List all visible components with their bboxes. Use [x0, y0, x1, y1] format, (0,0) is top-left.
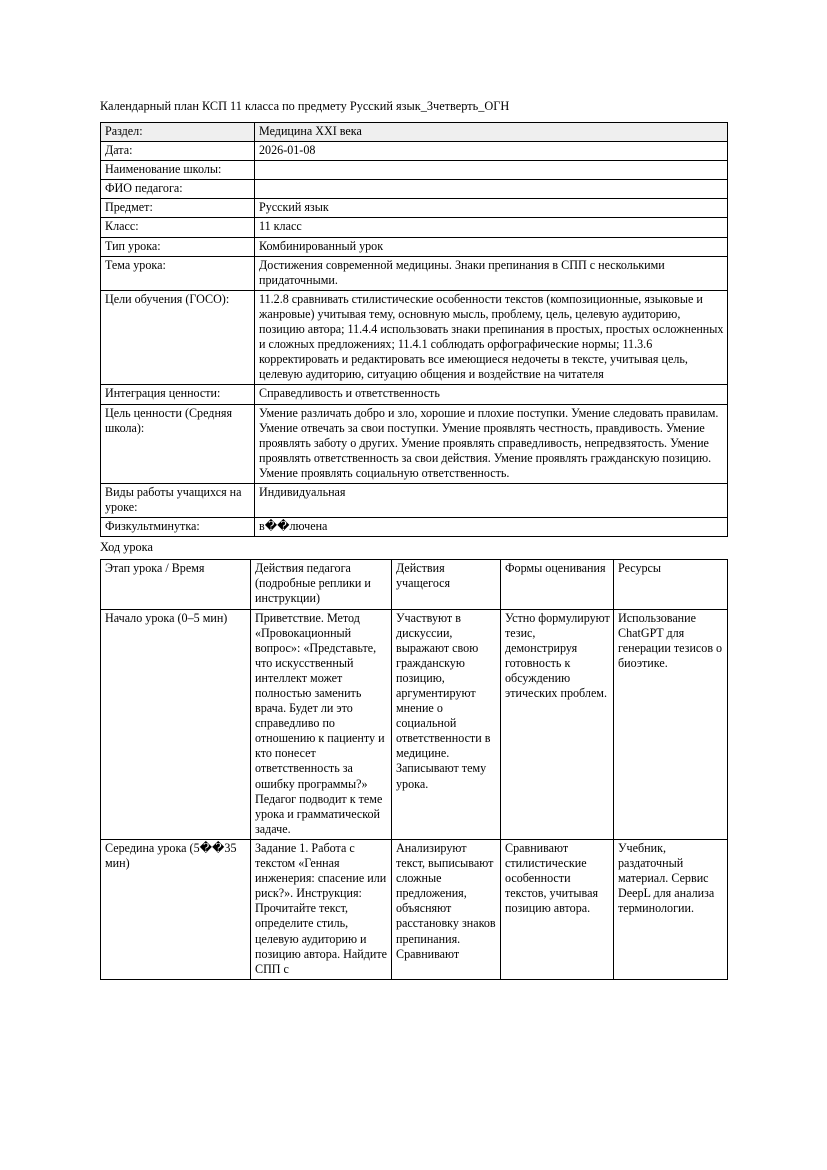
table-row [101, 123, 728, 142]
info-row-label: Дата: [101, 142, 255, 161]
lesson-flow-caption: Ход урока [100, 540, 153, 555]
table-row [101, 218, 728, 237]
info-row-label: Наименование школы: [101, 161, 255, 180]
table-row [101, 483, 728, 517]
table-row [101, 256, 728, 290]
info-row-value: 2026-01-08 [255, 142, 728, 161]
info-row-label: Цель ценности (Средняя школа): [101, 404, 255, 483]
flow-cell-teacher-actions: Приветствие. Метод «Провокационный вопрос»: «Представьте, что искусственный интеллект может полностью заменить врача. Будет ли это справедливо по отношению к пациенту и кто понесет ответственность за ошибку программы?» Педагог подводит к теме урока и грамматической задаче. [251, 609, 392, 839]
table-row [101, 180, 728, 199]
document-title: Календарный план КСП 11 класса по предмету Русский язык_3четверть_ОГН [100, 99, 510, 113]
flow-cell-stage: Начало урока (0–5 мин) [101, 609, 251, 839]
table-header-row [101, 560, 728, 609]
flow-cell-teacher-actions: Задание 1. Работа с текстом «Генная инженерия: спасение или риск?». Инструкция: Прочитайте текст, определите стиль, целевую аудиторию и позицию автора. Найдите СПП с [251, 839, 392, 979]
flow-cell-assessment: Устно формулируют тезис, демонстрируя готовность к обсуждению этических проблем. [501, 609, 614, 839]
lesson-flow-table-head [101, 560, 728, 609]
table-row [101, 839, 728, 979]
info-row-value: Комбинированный урок [255, 237, 728, 256]
info-row-value: 11.2.8 сравнивать стилистические особенности текстов (композиционные, языковые и жанровые) учитывая тему, основную мысль, проблему, цель, целевую аудиторию, позицию автора; 11.4.4 использовать знаки препинания в простых, простых осложненных и сложных предложениях; 11.4.1 соблюдать орфографические нормы; 11.3.6 корректировать и редактировать все имеющиеся недочеты в тексте, учитывая цель, целевую аудиторию, ситуацию общения и воздействие на читателя [255, 290, 728, 385]
info-row-value: Умение различать добро и зло, хорошие и плохие поступки. Умение следовать правилам. Умение отвечать за свои поступки. Умение проявлять честность, правдивость. Умение проявлять заботу о других. Умение проявлять справедливость, непредвзятость. Умение проявлять ответственность за свои действия. Умение проявлять гражданскую позицию. Умение проявлять социальную ответственность. [255, 404, 728, 483]
table-row [101, 290, 728, 385]
column-header-assessment-forms: Формы оценивания [501, 560, 614, 609]
lesson-info-table [100, 122, 728, 537]
flow-cell-stage: Середина урока (5��35 мин) [101, 839, 251, 979]
info-row-value: в��лючена [255, 518, 728, 537]
info-row-label: Физкультминутка: [101, 518, 255, 537]
lesson-info-table-body [101, 123, 728, 537]
flow-cell-resources: Использование ChatGPT для генерации тезисов о биоэтике. [614, 609, 728, 839]
info-row-value: 11 класс [255, 218, 728, 237]
flow-cell-assessment: Сравнивают стилистические особенности текстов, учитывая позицию автора. [501, 839, 614, 979]
flow-cell-student-actions: Анализируют текст, выписывают сложные предложения, объясняют расстановку знаков препинания. Сравнивают [392, 839, 501, 979]
column-header-resources: Ресурсы [614, 560, 728, 609]
column-header-stage: Этап урока / Время [101, 560, 251, 609]
table-row [101, 385, 728, 404]
info-row-label: Тип урока: [101, 237, 255, 256]
table-row [101, 199, 728, 218]
info-row-label: Раздел: [101, 123, 255, 142]
info-row-label: Предмет: [101, 199, 255, 218]
info-row-label: Тема урока: [101, 256, 255, 290]
column-header-teacher-actions: Действия педагога (подробные реплики и инструкции) [251, 560, 392, 609]
info-row-value [255, 161, 728, 180]
table-row [101, 518, 728, 537]
lesson-flow-table-body [101, 609, 728, 979]
table-row [101, 237, 728, 256]
info-row-label: Цели обучения (ГОСО): [101, 290, 255, 385]
info-row-label: ФИО педагога: [101, 180, 255, 199]
info-row-value: Достижения современной медицины. Знаки препинания в СПП с несколькими придаточными. [255, 256, 728, 290]
info-row-value: Медицина XXI века [255, 123, 728, 142]
table-row [101, 609, 728, 839]
info-row-value: Справедливость и ответственность [255, 385, 728, 404]
info-row-label: Виды работы учащихся на уроке: [101, 483, 255, 517]
lesson-flow-table [100, 559, 728, 980]
info-row-label: Интеграция ценности: [101, 385, 255, 404]
info-row-value: Русский язык [255, 199, 728, 218]
info-row-label: Класс: [101, 218, 255, 237]
table-row [101, 142, 728, 161]
flow-cell-student-actions: Участвуют в дискуссии, выражают свою гражданскую позицию, аргументируют мнение о социальной ответственности в медицине. Записывают тему урока. [392, 609, 501, 839]
info-row-value: Индивидуальная [255, 483, 728, 517]
info-row-value [255, 180, 728, 199]
document-content [100, 98, 727, 980]
table-row [101, 404, 728, 483]
column-header-student-actions: Действия учащегося [392, 560, 501, 609]
flow-cell-resources: Учебник, раздаточный материал. Сервис DeepL для анализа терминологии. [614, 839, 728, 979]
table-row [101, 161, 728, 180]
